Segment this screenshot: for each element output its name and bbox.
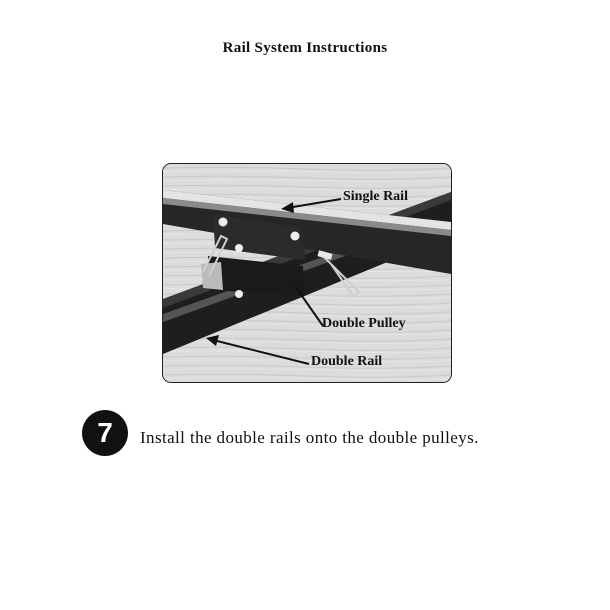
label-double-rail: Double Rail: [311, 354, 383, 369]
rail-system-photo: [162, 163, 452, 383]
label-single-rail: Single Rail: [343, 189, 408, 204]
pulley-bolt: [219, 218, 228, 227]
step-instruction-text: Install the double rails onto the double pulleys.: [140, 428, 479, 447]
pulley-bolt: [235, 290, 243, 298]
pulley-bolt: [291, 232, 300, 241]
document-title: Rail System Instructions: [222, 40, 388, 56]
label-double-pulley: Double Pulley: [322, 316, 406, 331]
step-number-badge: 7: [82, 410, 128, 456]
pulley-bolt: [235, 244, 243, 252]
